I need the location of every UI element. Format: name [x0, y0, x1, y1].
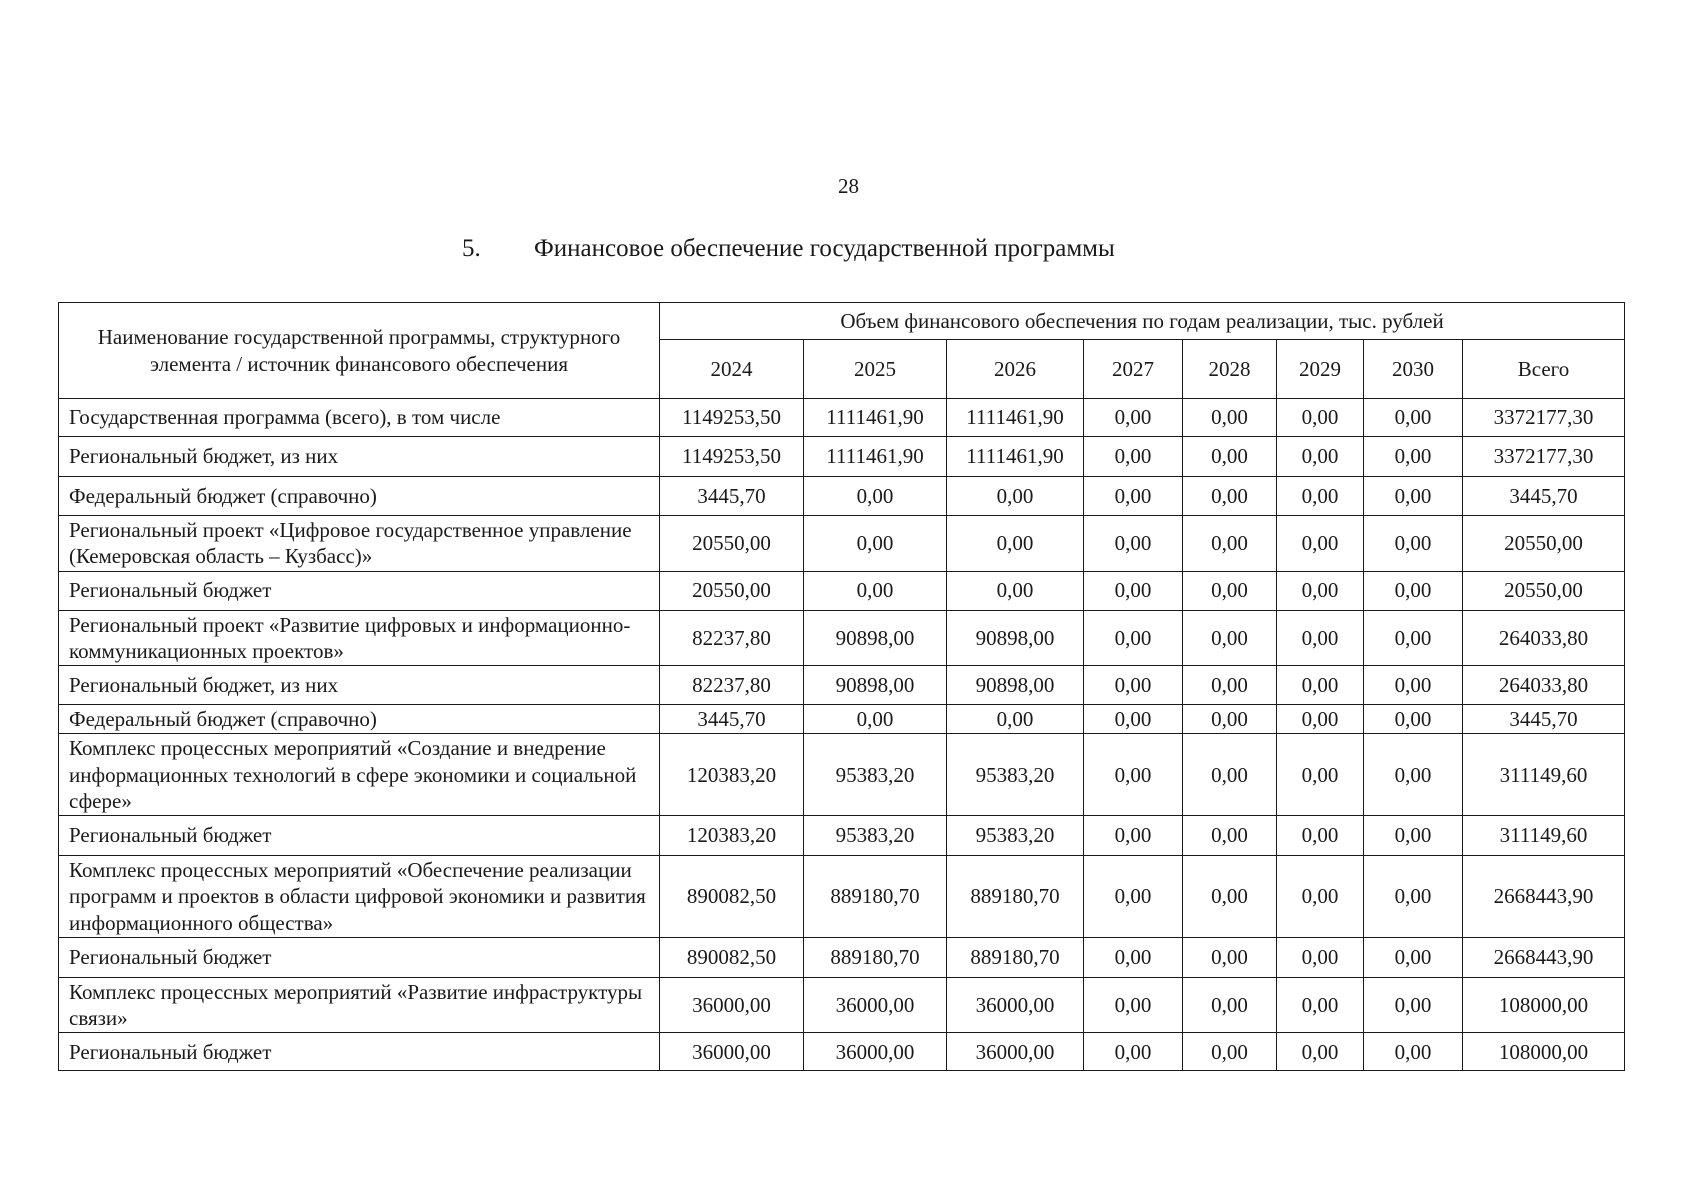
row-value-cell: 0,00 [1084, 666, 1183, 705]
row-value-cell: 0,00 [804, 516, 947, 572]
row-value-cell: 120383,20 [660, 734, 804, 816]
row-value-cell: 0,00 [1084, 856, 1183, 938]
row-value-cell: 20550,00 [660, 516, 804, 572]
row-name-cell: Региональный бюджет [59, 816, 660, 856]
row-value-cell: 20550,00 [660, 571, 804, 610]
row-value-cell: 1111461,90 [804, 437, 947, 477]
header-year-cell: 2027 [1084, 340, 1183, 399]
table-row [59, 437, 1625, 477]
row-value-cell: 0,00 [947, 571, 1084, 610]
row-value-cell: 0,00 [1084, 734, 1183, 816]
row-value-cell: 0,00 [1183, 516, 1277, 572]
row-value-cell: 0,00 [1183, 610, 1277, 666]
row-value-cell: 120383,20 [660, 816, 804, 856]
row-value-cell: 3372177,30 [1463, 437, 1625, 477]
row-value-cell: 0,00 [1084, 571, 1183, 610]
header-group-label: Объем финансового обеспечения по годам реализации, тыс. рублей [660, 303, 1625, 340]
row-value-cell: 90898,00 [804, 610, 947, 666]
row-value-cell: 264033,80 [1463, 610, 1625, 666]
row-value-cell: 0,00 [1277, 1033, 1364, 1071]
row-value-cell: 20550,00 [1463, 516, 1625, 572]
row-value-cell: 90898,00 [947, 610, 1084, 666]
row-value-cell: 36000,00 [947, 1033, 1084, 1071]
section-number: 5. [462, 235, 481, 262]
row-name-cell: Федеральный бюджет (справочно) [59, 477, 660, 516]
row-name-cell: Региональный бюджет [59, 571, 660, 610]
row-value-cell: 108000,00 [1463, 977, 1625, 1033]
row-value-cell: 311149,60 [1463, 816, 1625, 856]
table-row [59, 1033, 1625, 1071]
row-value-cell: 0,00 [947, 477, 1084, 516]
row-value-cell: 95383,20 [947, 816, 1084, 856]
row-value-cell: 36000,00 [660, 1033, 804, 1071]
row-value-cell: 0,00 [1364, 734, 1463, 816]
row-value-cell: 0,00 [1183, 734, 1277, 816]
row-value-cell: 95383,20 [947, 734, 1084, 816]
row-value-cell: 2668443,90 [1463, 856, 1625, 938]
table-row [59, 399, 1625, 437]
header-year-cell: 2030 [1364, 340, 1463, 399]
financing-table [58, 302, 1625, 1071]
row-value-cell: 0,00 [1277, 516, 1364, 572]
row-name-cell: Государственная программа (всего), в том числе [59, 399, 660, 437]
row-value-cell: 108000,00 [1463, 1033, 1625, 1071]
table-body [59, 399, 1625, 1071]
row-name-cell: Региональный бюджет, из них [59, 666, 660, 705]
row-value-cell: 0,00 [1277, 610, 1364, 666]
row-value-cell: 36000,00 [804, 977, 947, 1033]
table-row [59, 610, 1625, 666]
row-value-cell: 0,00 [947, 516, 1084, 572]
row-value-cell: 0,00 [1084, 977, 1183, 1033]
row-value-cell: 890082,50 [660, 856, 804, 938]
table-row [59, 937, 1625, 977]
row-value-cell: 0,00 [1364, 399, 1463, 437]
row-value-cell: 0,00 [804, 571, 947, 610]
row-name-cell: Комплекс процессных мероприятий «Развитие инфраструктуры связи» [59, 977, 660, 1033]
row-value-cell: 311149,60 [1463, 734, 1625, 816]
row-name-cell: Региональный проект «Развитие цифровых и информационно-коммуникационных проектов» [59, 610, 660, 666]
header-year-cell: 2026 [947, 340, 1084, 399]
row-value-cell: 0,00 [1277, 399, 1364, 437]
row-name-cell: Федеральный бюджет (справочно) [59, 705, 660, 734]
row-value-cell: 0,00 [1277, 437, 1364, 477]
row-value-cell: 1111461,90 [947, 399, 1084, 437]
row-value-cell: 0,00 [1183, 705, 1277, 734]
row-value-cell: 0,00 [1364, 571, 1463, 610]
row-value-cell: 0,00 [1183, 399, 1277, 437]
row-value-cell: 0,00 [1183, 937, 1277, 977]
row-value-cell: 0,00 [1277, 937, 1364, 977]
row-value-cell: 890082,50 [660, 937, 804, 977]
row-value-cell: 3445,70 [660, 705, 804, 734]
row-value-cell: 0,00 [1364, 816, 1463, 856]
row-value-cell: 20550,00 [1463, 571, 1625, 610]
row-value-cell: 82237,80 [660, 610, 804, 666]
row-value-cell: 0,00 [1183, 977, 1277, 1033]
table-row [59, 516, 1625, 572]
header-year-cell: 2024 [660, 340, 804, 399]
row-value-cell: 3445,70 [660, 477, 804, 516]
row-value-cell: 0,00 [804, 477, 947, 516]
row-value-cell: 0,00 [1183, 816, 1277, 856]
row-value-cell: 889180,70 [947, 856, 1084, 938]
row-value-cell: 0,00 [1084, 1033, 1183, 1071]
table-row [59, 666, 1625, 705]
row-value-cell: 0,00 [1364, 705, 1463, 734]
row-value-cell: 1149253,50 [660, 399, 804, 437]
row-value-cell: 0,00 [1364, 516, 1463, 572]
row-value-cell: 1111461,90 [804, 399, 947, 437]
header-year-cell: Всего [1463, 340, 1625, 399]
row-value-cell: 0,00 [1277, 734, 1364, 816]
table-row [59, 856, 1625, 938]
row-name-cell: Региональный бюджет [59, 1033, 660, 1071]
table-row [59, 477, 1625, 516]
row-value-cell: 0,00 [1277, 666, 1364, 705]
row-value-cell: 1149253,50 [660, 437, 804, 477]
row-value-cell: 0,00 [1084, 477, 1183, 516]
row-value-cell: 0,00 [1183, 477, 1277, 516]
table-row [59, 571, 1625, 610]
row-value-cell: 0,00 [1084, 437, 1183, 477]
row-value-cell: 36000,00 [804, 1033, 947, 1071]
section-heading [462, 235, 1115, 263]
row-value-cell: 90898,00 [947, 666, 1084, 705]
row-value-cell: 0,00 [1364, 937, 1463, 977]
row-value-cell: 0,00 [947, 705, 1084, 734]
row-value-cell: 3445,70 [1463, 477, 1625, 516]
row-value-cell: 0,00 [1183, 666, 1277, 705]
table-row [59, 816, 1625, 856]
row-value-cell: 889180,70 [804, 856, 947, 938]
row-value-cell: 82237,80 [660, 666, 804, 705]
page-number: 28 [838, 174, 859, 198]
row-value-cell: 0,00 [1364, 1033, 1463, 1071]
row-value-cell: 36000,00 [660, 977, 804, 1033]
row-value-cell: 889180,70 [947, 937, 1084, 977]
row-value-cell: 0,00 [1183, 1033, 1277, 1071]
row-value-cell: 0,00 [1364, 437, 1463, 477]
row-value-cell: 0,00 [1277, 705, 1364, 734]
table-row [59, 977, 1625, 1033]
row-value-cell: 0,00 [1084, 610, 1183, 666]
row-value-cell: 2668443,90 [1463, 937, 1625, 977]
row-value-cell: 0,00 [1277, 816, 1364, 856]
row-name-cell: Региональный проект «Цифровое государственное управление (Кемеровская область – Кузбасс)» [59, 516, 660, 572]
row-value-cell: 1111461,90 [947, 437, 1084, 477]
row-value-cell: 0,00 [1364, 477, 1463, 516]
row-value-cell: 36000,00 [947, 977, 1084, 1033]
row-value-cell: 0,00 [1364, 610, 1463, 666]
row-value-cell: 95383,20 [804, 816, 947, 856]
row-value-cell: 0,00 [1183, 856, 1277, 938]
row-value-cell: 0,00 [1364, 856, 1463, 938]
row-value-cell: 3372177,30 [1463, 399, 1625, 437]
row-name-cell: Комплекс процессных мероприятий «Обеспечение реализации программ и проектов в области цифровой экономики и развития информационного общества» [59, 856, 660, 938]
header-year-cell: 2028 [1183, 340, 1277, 399]
row-value-cell: 0,00 [1084, 816, 1183, 856]
row-value-cell: 264033,80 [1463, 666, 1625, 705]
row-value-cell: 0,00 [1364, 977, 1463, 1033]
table-header [59, 303, 1625, 399]
row-name-cell: Региональный бюджет [59, 937, 660, 977]
row-value-cell: 0,00 [1183, 571, 1277, 610]
row-value-cell: 90898,00 [804, 666, 947, 705]
row-value-cell: 0,00 [1084, 516, 1183, 572]
row-value-cell: 95383,20 [804, 734, 947, 816]
table-row [59, 734, 1625, 816]
row-value-cell: 0,00 [1183, 437, 1277, 477]
row-value-cell: 0,00 [1277, 856, 1364, 938]
row-value-cell: 0,00 [1084, 705, 1183, 734]
header-name-column: Наименование государственной программы, структурного элемента / источник финансового обеспечения [59, 303, 660, 399]
row-value-cell: 3445,70 [1463, 705, 1625, 734]
header-year-cell: 2029 [1277, 340, 1364, 399]
row-value-cell: 0,00 [1084, 937, 1183, 977]
row-name-cell: Региональный бюджет, из них [59, 437, 660, 477]
row-name-cell: Комплекс процессных мероприятий «Создание и внедрение информационных технологий в сфере экономики и социальной сфере» [59, 734, 660, 816]
row-value-cell: 0,00 [1277, 571, 1364, 610]
table-row [59, 705, 1625, 734]
row-value-cell: 0,00 [1277, 977, 1364, 1033]
row-value-cell: 889180,70 [804, 937, 947, 977]
row-value-cell: 0,00 [1364, 666, 1463, 705]
header-year-cell: 2025 [804, 340, 947, 399]
row-value-cell: 0,00 [1084, 399, 1183, 437]
row-value-cell: 0,00 [804, 705, 947, 734]
row-value-cell: 0,00 [1277, 477, 1364, 516]
section-title: Финансовое обеспечение государственной программы [534, 235, 1115, 262]
